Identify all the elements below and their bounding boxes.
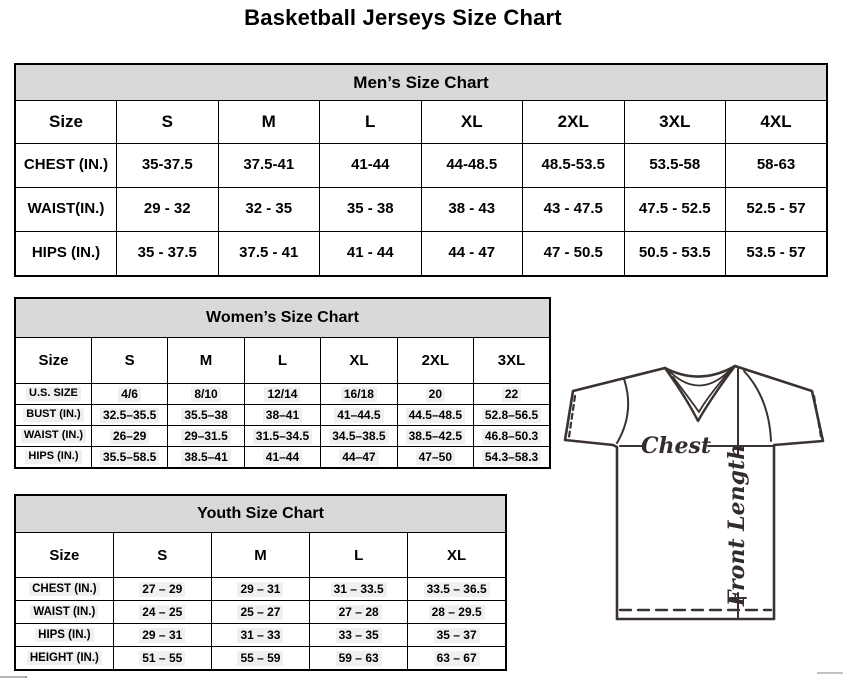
- cell-value: 44.5–48.5: [406, 408, 465, 423]
- cell-value: 29–31.5: [181, 429, 230, 444]
- cell-value: 41–44.5: [334, 408, 383, 423]
- womens-size-table: [14, 297, 551, 469]
- cell-value: 25 – 27: [237, 605, 283, 620]
- cell-value: 35-37.5: [141, 156, 193, 174]
- cell-value: 35.5–38: [181, 408, 230, 423]
- mens-size-table: [14, 63, 828, 277]
- cell-value: 55 – 59: [237, 651, 283, 666]
- cell-value: 46.8–50.3: [482, 429, 541, 444]
- cell-value: 38–41: [263, 408, 302, 423]
- table-title: Women’s Size Chart: [15, 298, 550, 338]
- table-title: Youth Size Chart: [15, 495, 506, 533]
- cell-value: 59 – 63: [336, 651, 382, 666]
- cell-value: 33 – 35: [336, 628, 382, 643]
- cell-value: 32.5–35.5: [100, 408, 159, 423]
- row-label: CHEST (IN.): [23, 156, 109, 174]
- column-header: 3XL: [474, 338, 550, 384]
- table-row: [15, 601, 506, 624]
- cell-value: 63 – 67: [434, 651, 480, 666]
- column-header: M: [168, 338, 244, 384]
- column-header: L: [244, 338, 320, 384]
- cell-value: 47 - 50.5: [543, 244, 603, 262]
- cell-value: 8/10: [191, 387, 220, 402]
- cell-value: 31 – 33.5: [331, 582, 387, 597]
- front-length-measure-label: Front Length: [724, 443, 750, 607]
- jersey-measurement-diagram: [560, 360, 840, 628]
- cell-value: 53.5-58: [649, 156, 701, 174]
- chest-measure-label: Chest: [640, 433, 712, 459]
- table-row: [15, 232, 827, 277]
- cell-value: 31.5–34.5: [253, 429, 312, 444]
- table-row: [15, 647, 506, 671]
- size-header-row: [15, 101, 827, 144]
- column-header: 2XL: [523, 101, 625, 144]
- cell-value: 43 - 47.5: [543, 200, 603, 218]
- table-row: [15, 624, 506, 647]
- cell-value: 38.5–42.5: [406, 429, 465, 444]
- cell-value: 38 - 43: [448, 200, 496, 218]
- youth-size-table: [14, 494, 507, 671]
- table-row: [15, 405, 550, 426]
- cell-value: 58-63: [756, 156, 796, 174]
- cell-value: 50.5 - 53.5: [638, 244, 711, 262]
- column-header: S: [113, 533, 211, 578]
- cell-value: 44–47: [339, 450, 378, 465]
- column-header: 2XL: [397, 338, 473, 384]
- cell-value: 34.5–38.5: [329, 429, 388, 444]
- cell-value: 51 – 55: [139, 651, 185, 666]
- table-row: [15, 426, 550, 447]
- cell-value: 47–50: [416, 450, 455, 465]
- column-header: XL: [421, 101, 523, 144]
- cell-value: 4/6: [118, 387, 141, 402]
- cell-value: 12/14: [264, 387, 300, 402]
- cell-value: 35 - 38: [346, 200, 394, 218]
- row-label: HEIGHT (IN.): [27, 651, 102, 665]
- cell-value: 35 - 37.5: [137, 244, 197, 262]
- cell-value: 52.5 - 57: [746, 200, 806, 218]
- cell-value: 26–29: [110, 429, 149, 444]
- horizontal-scrollbar-fragment-right[interactable]: [817, 672, 843, 674]
- horizontal-scrollbar-fragment-left[interactable]: [0, 676, 27, 678]
- cell-value: 52.8–56.5: [482, 408, 541, 423]
- cell-value: 37.5-41: [243, 156, 295, 174]
- cell-value: 48.5-53.5: [541, 156, 605, 174]
- cell-value: 54.3–58.3: [482, 450, 541, 465]
- cell-value: 29 – 31: [237, 582, 283, 597]
- row-label: HIPS (IN.): [25, 450, 81, 464]
- cell-value: 44-48.5: [446, 156, 498, 174]
- column-header: L: [320, 101, 422, 144]
- cell-value: 20: [426, 387, 445, 402]
- row-label: WAIST(IN.): [27, 200, 105, 218]
- cell-value: 35.5–58.5: [100, 450, 159, 465]
- table-row: [15, 384, 550, 405]
- size-header-row: [15, 338, 550, 384]
- cell-value: 41–44: [263, 450, 302, 465]
- cell-value: 41-44: [351, 156, 390, 174]
- column-header: XL: [321, 338, 397, 384]
- cell-value: 24 – 25: [139, 605, 185, 620]
- row-label: HIPS (IN.): [35, 628, 93, 642]
- row-label: BUST (IN.): [23, 408, 83, 422]
- column-header: 3XL: [624, 101, 726, 144]
- cell-value: 44 - 47: [448, 244, 496, 262]
- table-row: [15, 144, 827, 188]
- row-label: HIPS (IN.): [31, 244, 101, 262]
- column-header: 4XL: [726, 101, 828, 144]
- size-header-row: [15, 533, 506, 578]
- table-row: [15, 578, 506, 601]
- cell-value: 22: [502, 387, 521, 402]
- cell-value: 31 – 33: [237, 628, 283, 643]
- cell-value: 27 – 28: [336, 605, 382, 620]
- row-label: CHEST (IN.): [29, 582, 100, 596]
- column-header: S: [117, 101, 219, 144]
- cell-value: 27 – 29: [139, 582, 185, 597]
- row-label-header: Size: [15, 338, 91, 384]
- row-label-header: Size: [15, 101, 117, 144]
- cell-value: 37.5 - 41: [239, 244, 299, 262]
- cell-value: 29 – 31: [139, 628, 185, 643]
- cell-value: 32 - 35: [245, 200, 293, 218]
- row-label-header: Size: [15, 533, 113, 578]
- page-title: Basketball Jerseys Size Chart: [244, 5, 562, 30]
- table-title: Men’s Size Chart: [15, 64, 827, 101]
- row-label: WAIST (IN.): [21, 429, 86, 443]
- column-header: L: [310, 533, 408, 578]
- cell-value: 53.5 - 57: [746, 244, 806, 262]
- cell-value: 33.5 – 36.5: [424, 582, 490, 597]
- cell-value: 38.5–41: [181, 450, 230, 465]
- cell-value: 41 - 44: [346, 244, 394, 262]
- row-label: WAIST (IN.): [30, 605, 98, 619]
- cell-value: 47.5 - 52.5: [638, 200, 711, 218]
- cell-value: 28 – 29.5: [429, 605, 485, 620]
- column-header: S: [91, 338, 167, 384]
- cell-value: 35 – 37: [434, 628, 480, 643]
- row-label: U.S. SIZE: [26, 387, 81, 401]
- column-header: M: [211, 533, 309, 578]
- cell-value: 29 - 32: [143, 200, 191, 218]
- table-row: [15, 447, 550, 469]
- cell-value: 16/18: [341, 387, 377, 402]
- column-header: M: [218, 101, 320, 144]
- table-row: [15, 188, 827, 232]
- column-header: XL: [408, 533, 506, 578]
